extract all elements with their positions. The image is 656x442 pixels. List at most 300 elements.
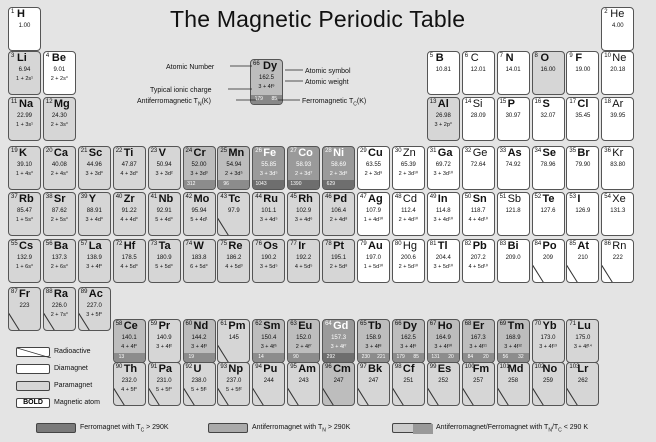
atomic-weight: 258 (508, 378, 519, 384)
legend-bold-text: BOLD (23, 399, 43, 406)
element-symbol: Md (507, 363, 524, 375)
atomic-weight: 65.39 (400, 162, 416, 168)
atomic-weight: 167.3 (470, 335, 486, 341)
atomic-number: 94 (255, 364, 262, 370)
ionic-charge-config: 3 + 4f¹² (504, 344, 522, 350)
element-symbol: Lr (577, 363, 589, 375)
element-cell-sb (497, 192, 530, 236)
transition-temperatures (288, 353, 319, 362)
bottom-ferro-sub: C (140, 427, 145, 434)
atomic-number: 30 (394, 148, 402, 154)
element-symbol: Pd (333, 193, 348, 205)
atomic-weight: 223 (19, 303, 30, 309)
atomic-weight: 69.72 (435, 162, 451, 168)
element-symbol: Bi (507, 240, 519, 252)
element-cell-hf (113, 239, 146, 283)
element-symbol: Ce (123, 320, 138, 332)
ionic-charge-config: 4 + 5d⁵ (294, 264, 313, 270)
element-cell-xe (601, 192, 634, 236)
ionic-charge-config: 3 + 4d¹⁰ (433, 217, 454, 223)
ionic-charge-config: 1 + 4s° (15, 171, 34, 177)
element-symbol: Y (88, 193, 97, 205)
ionic-charge-config: 6 + 5d° (190, 264, 208, 270)
atomic-weight: 40.08 (51, 162, 67, 168)
element-cell-la (78, 239, 111, 283)
element-cell-ga (427, 146, 460, 190)
transition-temperatures (288, 180, 319, 189)
key-ferro-sub: C (353, 101, 357, 108)
atomic-number: 80 (394, 241, 402, 247)
element-cell-re (217, 239, 250, 283)
atomic-weight: 26.98 (435, 113, 451, 119)
transition-temp-1: 1043 (255, 181, 267, 187)
element-symbol: Zr (123, 193, 135, 205)
ionic-charge-config: 3 + 5f° (86, 312, 103, 318)
atomic-number: 63 (290, 321, 297, 327)
element-symbol: In (437, 193, 448, 205)
element-symbol: Ba (53, 240, 68, 252)
atomic-number: 56 (45, 241, 53, 247)
element-cell-hg (392, 239, 425, 283)
element-symbol: Ti (123, 147, 134, 159)
element-cell-ce (113, 319, 146, 363)
ionic-charge-config: 3 + 2p° (434, 122, 453, 128)
legend-radioactive-label: Radioactive (54, 348, 91, 355)
element-cell-se (532, 146, 565, 190)
transition-temp-1: 629 (326, 181, 336, 187)
element-cell-cd (392, 192, 425, 236)
atomic-weight: 30.97 (505, 113, 521, 119)
ionic-charge-config: 3 + 3d³ (190, 171, 208, 177)
ionic-charge-config: 1 + 2s¹ (16, 76, 33, 82)
element-symbol: Sn (472, 193, 487, 205)
ionic-charge-config: 1 + 5s° (15, 217, 34, 223)
element-cell-v (148, 146, 181, 190)
atomic-number: 83 (499, 241, 507, 247)
atomic-weight: 150.4 (261, 335, 277, 341)
element-symbol: As (507, 147, 522, 159)
element-cell-c (462, 51, 495, 95)
element-cell-pr (148, 319, 181, 363)
element-cell-mo (183, 192, 216, 236)
element-symbol: Hf (123, 240, 136, 252)
atomic-weight: 162.5 (400, 335, 416, 341)
atomic-weight: 32.07 (540, 113, 556, 119)
atomic-number: 103 (569, 364, 580, 370)
element-symbol: Pu (263, 363, 278, 375)
element-symbol: Zn (402, 147, 416, 159)
element-cell-md (497, 362, 530, 406)
transition-temperatures (184, 180, 215, 189)
atomic-number: 26 (255, 148, 262, 154)
atomic-weight: 74.92 (505, 162, 521, 168)
transition-temp-1: 1390 (290, 181, 302, 187)
element-cell-ge (462, 146, 495, 190)
element-symbol: Tl (437, 240, 448, 252)
element-cell-gd (322, 319, 355, 363)
element-cell-ho (427, 319, 460, 363)
element-symbol: Al (437, 98, 449, 110)
element-cell-po (532, 239, 565, 283)
ionic-charge-config: 2 + 4d¹⁰ (398, 217, 419, 223)
atomic-number: 24 (185, 148, 193, 154)
bottom-legend-mixed-swatch (392, 423, 432, 433)
atomic-weight: 83.80 (610, 162, 626, 168)
atomic-weight: 192.2 (296, 255, 312, 261)
transition-temp-1: 84 (467, 354, 474, 360)
atomic-number: 10 (604, 53, 611, 59)
element-symbol: Na (19, 98, 34, 110)
element-cell-p (497, 97, 530, 141)
atomic-number: 46 (325, 194, 332, 200)
atomic-number: 17 (569, 99, 577, 105)
element-cell-pm (217, 319, 250, 363)
transition-temperatures (428, 353, 459, 362)
element-symbol: Nd (193, 320, 209, 332)
element-symbol: Mn (228, 147, 245, 159)
transition-temp-1: 96 (223, 181, 229, 187)
legend-radioactive-swatch (16, 347, 50, 357)
element-cell-ag (357, 192, 390, 236)
element-cell-nb (148, 192, 181, 236)
ionic-charge-config: 3 + 3d° (85, 171, 104, 177)
element-symbol: Ta (158, 240, 171, 252)
element-symbol: Mg (53, 98, 70, 110)
element-symbol: Ni (333, 147, 345, 159)
element-cell-au (357, 239, 390, 283)
transition-temp-2: 20 (483, 354, 489, 360)
key-example-t2: 85 (271, 96, 278, 102)
element-symbol: Kr (612, 147, 624, 159)
ionic-charge-config: 2 + 5s° (50, 217, 69, 223)
atomic-weight: 200.6 (400, 255, 416, 261)
atomic-weight: 183.8 (191, 255, 207, 261)
element-cell-co (287, 146, 320, 190)
atomic-number: 43 (220, 194, 228, 200)
element-symbol: Xe (612, 193, 626, 205)
element-cell-tb (357, 319, 390, 363)
key-example-temps (251, 95, 282, 104)
atomic-number: 50 (464, 194, 472, 200)
ionic-charge-config: 1 + 3s¹ (16, 122, 33, 128)
atomic-number: 53 (569, 194, 577, 200)
atomic-weight: 121.8 (505, 208, 521, 214)
element-symbol: P (507, 98, 515, 110)
atomic-number: 101 (499, 364, 510, 370)
atomic-weight: 87.62 (51, 208, 67, 214)
element-cell-zr (113, 192, 146, 236)
atomic-number: 99 (429, 364, 437, 370)
atomic-weight: 54.94 (226, 162, 242, 168)
element-cell-cl (566, 97, 599, 141)
atomic-weight: 252 (438, 378, 449, 384)
transition-temperatures (323, 180, 354, 189)
element-cell-u (183, 362, 216, 406)
bottom-mixed-tail: < 290 K (561, 424, 589, 431)
key-ferro-label: Ferromagnetic T (302, 98, 354, 105)
bottom-legend-anti-swatch (208, 423, 248, 433)
atomic-number: 33 (499, 148, 507, 154)
atomic-number: 84 (534, 241, 542, 247)
atomic-weight: 227.0 (86, 303, 102, 309)
element-cell-rb (8, 192, 41, 236)
element-symbol: Ra (53, 288, 68, 300)
atomic-number: 51 (499, 194, 507, 200)
atomic-number: 71 (569, 321, 577, 327)
bottom-legend-ferro-swatch (36, 423, 76, 433)
atomic-weight: 210 (577, 255, 588, 261)
atomic-number: 34 (534, 148, 542, 154)
ionic-charge-config: 3 + 4f¹³ (539, 344, 557, 350)
element-cell-o (532, 51, 565, 95)
key-example-sym: Dy (263, 60, 278, 72)
atomic-weight: 85.47 (16, 208, 32, 214)
atomic-number: 28 (325, 148, 332, 154)
element-cell-sc (78, 146, 111, 190)
element-symbol: Cs (19, 240, 34, 252)
ionic-charge-config: 5 + 5d° (155, 264, 173, 270)
ionic-charge-config: 3 + 4f¹⁴ (573, 344, 592, 350)
atomic-number: 95 (290, 364, 297, 370)
atomic-weight: 126.9 (575, 208, 591, 214)
atomic-weight: 19.00 (575, 67, 591, 73)
transition-temperatures (114, 353, 145, 362)
ionic-charge-config: 1 + 5d¹⁰ (363, 264, 384, 270)
atomic-number: 14 (464, 99, 472, 105)
atomic-number: 60 (185, 321, 193, 327)
transition-temperatures (323, 353, 354, 362)
transition-temp-2: 20 (448, 354, 454, 360)
ionic-charge-config: 4 + 3d° (120, 171, 139, 177)
element-cell-sm (252, 319, 285, 363)
atomic-number: 19 (11, 148, 18, 154)
atomic-number: 89 (80, 289, 88, 295)
element-symbol: Ac (88, 288, 103, 300)
atomic-weight: 22.99 (16, 113, 32, 119)
atomic-number: 62 (255, 321, 262, 327)
atomic-number: 88 (45, 289, 53, 295)
atomic-weight: 197.0 (365, 255, 381, 261)
element-symbol: No (542, 363, 558, 375)
atomic-number: 87 (11, 289, 18, 295)
atomic-number: 38 (45, 194, 53, 200)
element-cell-rh (287, 192, 320, 236)
ionic-charge-config: 3 + 3d⁵ (259, 171, 278, 177)
atomic-weight: 237.0 (226, 378, 242, 384)
transition-temp-1: 14 (258, 354, 264, 360)
element-symbol: Be (51, 52, 66, 64)
bottom-mixed-sub: N (548, 427, 552, 434)
element-symbol: U (193, 363, 202, 375)
atomic-number: 90 (115, 364, 123, 370)
atomic-number: 49 (429, 194, 437, 200)
transition-temp-1: 292 (326, 354, 336, 360)
transition-temp-2: 32 (518, 354, 524, 360)
element-cell-cr (183, 146, 216, 190)
ionic-charge-config: 2 + 7s° (50, 312, 69, 318)
key-atomic-number: Atomic Number (166, 64, 215, 71)
atomic-weight: 4.00 (611, 23, 624, 29)
element-cell-fm (462, 362, 495, 406)
atomic-number: 72 (115, 241, 123, 247)
bottom-mixed-text: Antiferromagnet/Ferromagnet with T (436, 424, 549, 431)
atomic-number: 4 (45, 53, 50, 59)
atomic-weight: 6.94 (18, 67, 31, 73)
atomic-weight: 88.91 (86, 208, 102, 214)
ionic-charge-config: 2 + 2s° (50, 76, 69, 82)
atomic-weight: 112.4 (401, 208, 416, 214)
element-symbol: Pt (333, 240, 345, 252)
atomic-weight: 131.3 (610, 208, 626, 214)
atomic-weight: 243 (298, 378, 309, 384)
element-cell-th (113, 362, 146, 406)
element-symbol: Ne (612, 52, 627, 64)
atomic-weight: 12.01 (470, 67, 486, 73)
atomic-number: 16 (534, 99, 542, 105)
element-symbol: Cd (402, 193, 417, 205)
element-symbol: Nb (158, 193, 174, 205)
ionic-charge-config: 4 + 5d¹⁰ (468, 264, 488, 270)
ionic-charge-config: 2 + 3d⁵ (225, 171, 243, 177)
atomic-weight: 209 (542, 255, 553, 261)
transition-temp-1: 56 (502, 354, 509, 360)
atomic-weight: 247 (368, 378, 379, 384)
atomic-weight: 39.10 (16, 162, 32, 168)
element-cell-sn (462, 192, 495, 236)
element-cell-rn (601, 239, 634, 283)
atomic-number: 98 (394, 364, 402, 370)
element-cell-pu (252, 362, 285, 406)
element-symbol: La (88, 240, 102, 252)
atomic-weight: 58.69 (331, 162, 347, 168)
ionic-charge-config: 2 + 3s° (50, 122, 69, 128)
key-antiferro-label: Antiferromagnetic T (137, 98, 198, 105)
ionic-charge-config: 2 + 4f⁷ (295, 344, 312, 350)
atomic-number: 79 (360, 241, 367, 247)
atomic-weight: 190.2 (261, 255, 277, 261)
element-symbol: Cm (333, 363, 351, 375)
transition-temperatures (253, 353, 284, 362)
atomic-number: 100 (464, 364, 475, 370)
transition-temp-1: 230 (361, 354, 370, 360)
element-symbol: Te (542, 193, 555, 205)
ionic-charge-config: 5 + 5f² (226, 387, 242, 393)
element-cell-mn (217, 146, 250, 190)
element-symbol: K (19, 147, 27, 159)
element-symbol: Dy (402, 320, 417, 332)
element-cell-tm (497, 319, 530, 363)
atomic-weight: 114.8 (436, 208, 451, 214)
element-symbol: Fe (263, 147, 277, 159)
atomic-weight: 175.0 (575, 335, 591, 341)
atomic-weight: 138.9 (86, 255, 102, 261)
atomic-weight: 47.87 (121, 162, 137, 168)
element-symbol: O (540, 52, 550, 64)
element-symbol: C (470, 52, 479, 64)
atomic-weight: 102.9 (296, 208, 312, 214)
atomic-number: 22 (115, 148, 123, 154)
element-symbol: H (17, 8, 25, 20)
element-cell-cm (322, 362, 355, 406)
atomic-weight: 195.1 (331, 255, 347, 261)
atomic-weight: 14.01 (505, 67, 521, 73)
transition-temp-1: 312 (187, 181, 196, 187)
element-symbol: Pm (228, 320, 246, 332)
atomic-weight: 262 (577, 378, 588, 384)
atomic-number: 68 (464, 321, 472, 327)
atomic-number: 2 (604, 9, 608, 15)
ionic-charge-config: 3 + 4f² (156, 344, 172, 350)
key-antiferro-unit: (K) (201, 98, 211, 105)
atomic-number: 36 (604, 148, 611, 154)
atomic-number: 85 (569, 241, 577, 247)
ionic-charge-config: 5 + 5f¹ (191, 387, 207, 393)
element-symbol: V (158, 147, 166, 159)
ionic-charge-config: 1 + 4d¹⁰ (363, 217, 384, 223)
ionic-charge-config: 3 + 5d¹⁰ (433, 264, 454, 270)
transition-temperatures (184, 353, 215, 362)
atomic-number: 23 (150, 148, 158, 154)
element-symbol: Pa (158, 363, 173, 375)
atomic-number: 54 (604, 194, 611, 200)
atomic-weight: 137.3 (51, 255, 67, 261)
element-symbol: Ca (53, 147, 68, 159)
transition-temp-1: 19 (188, 354, 195, 360)
element-cell-es (427, 362, 460, 406)
bottom-legend-ferro-label (80, 423, 169, 435)
key-example-t1: 179 (254, 96, 263, 102)
ionic-charge-config: 3 + 4f¹¹ (469, 344, 487, 350)
atomic-weight: 16.00 (540, 67, 556, 73)
atomic-number: 20 (45, 148, 53, 154)
element-symbol: F (575, 52, 583, 64)
atomic-number: 41 (150, 194, 158, 200)
element-symbol: Pb (472, 240, 487, 252)
element-cell-w (183, 239, 216, 283)
atomic-weight: 24.30 (51, 113, 67, 119)
atomic-weight: 106.4 (331, 208, 347, 214)
atomic-number: 75 (220, 241, 228, 247)
element-symbol: Er (472, 320, 485, 332)
atomic-weight: 247 (333, 378, 344, 384)
element-cell-lu (566, 319, 599, 363)
atomic-number: 52 (534, 194, 542, 200)
ionic-charge-config: 4 + 5f° (121, 387, 138, 393)
element-cell-pa (148, 362, 181, 406)
element-cell-mg (43, 97, 76, 141)
element-symbol: Sr (53, 193, 66, 205)
atomic-number: 3 (11, 53, 15, 59)
ionic-charge-config: 3 + 4f¹⁰ (434, 344, 453, 350)
element-symbol: Co (298, 147, 313, 159)
element-cell-at (566, 239, 599, 283)
bottom-ferro-tail: > 290K (144, 424, 169, 431)
atomic-weight: 39.95 (610, 113, 626, 119)
bottom-legend-mixed-label (436, 423, 588, 435)
element-cell-no (532, 362, 565, 406)
element-symbol: Li (17, 52, 27, 64)
ionic-charge-config: 2 + 3d¹⁰ (398, 171, 419, 177)
element-cell-cs (8, 239, 41, 283)
bottom-anti-tail: > 290K (325, 424, 351, 431)
atomic-number: 65 (360, 321, 367, 327)
atomic-weight: 232.0 (121, 378, 137, 384)
ionic-charge-config: 4 + 4d¹⁰ (468, 217, 488, 223)
element-cell-li (8, 51, 41, 95)
atomic-number: 48 (394, 194, 402, 200)
legend-bold-swatch (16, 398, 50, 408)
atomic-weight: 79.90 (575, 162, 591, 168)
